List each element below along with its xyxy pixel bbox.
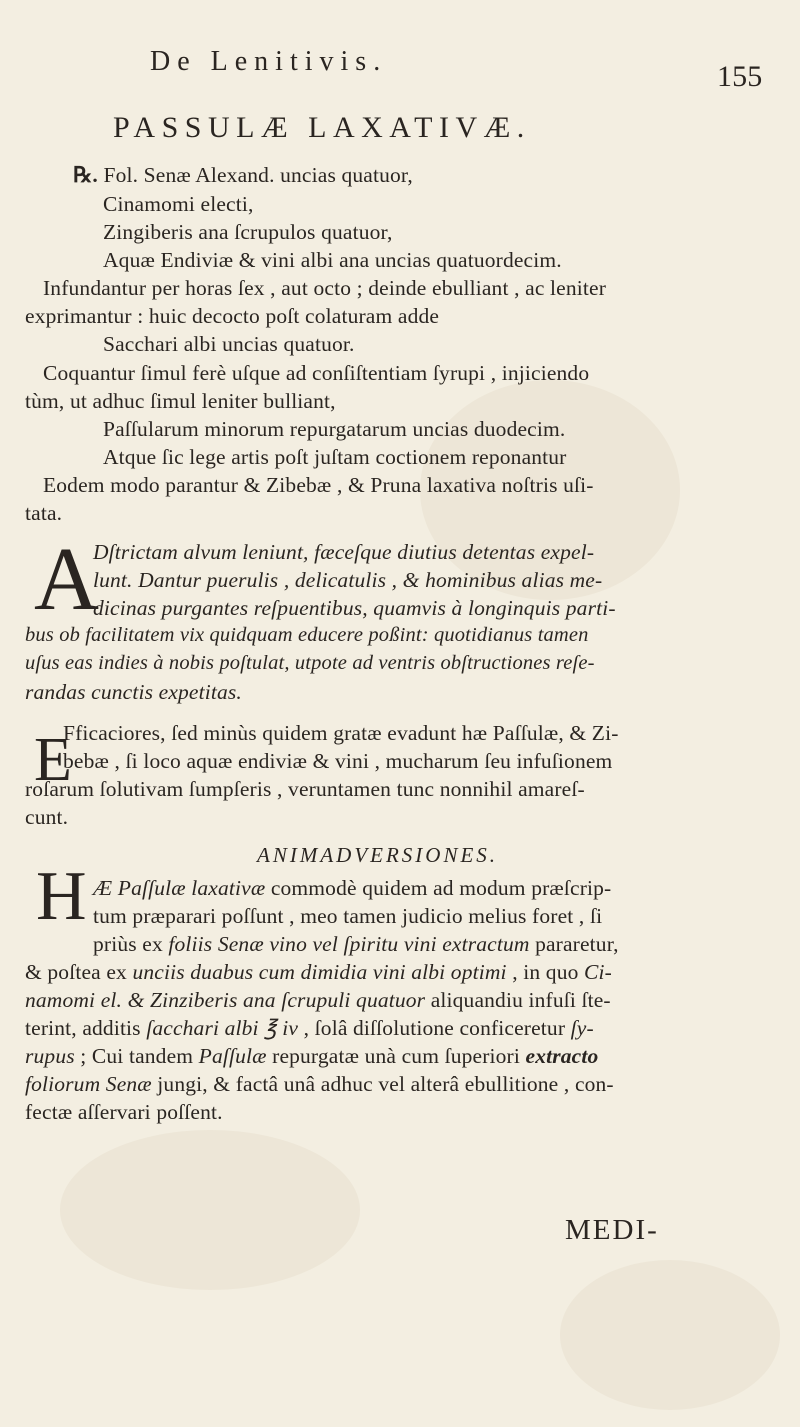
roman-span: pararetur, <box>529 932 619 956</box>
recipe-line: tata. <box>25 501 63 525</box>
text-line: bebæ , ſi loco aquæ endiviæ & vini , mucharum ſeu infuſionem <box>63 749 613 773</box>
roman-span: repurgatæ unà cum ſuperiori <box>266 1044 526 1068</box>
italic-line: randas cunctis expetitas. <box>25 680 242 704</box>
italic-line: Dſtrictam alvum leniunt, fæceſque diutius detentas expel- <box>93 540 595 564</box>
text-line: Fficaciores, ſed minùs quidem gratæ evadunt hæ Paſſulæ, & Zi- <box>63 721 619 745</box>
recipe-line: Sacchari albi uncias quatuor. <box>103 332 355 356</box>
running-header: De Lenitivis. <box>150 46 388 77</box>
text-line: tum præparari poſſunt , meo tamen judicio melius foret , ſi <box>93 904 603 928</box>
italic-span: namomi el. & Zinziberis ana ſcrupuli quatuor <box>25 988 426 1012</box>
recipe-line: exprimantur : huic decocto poſt colaturam adde <box>25 304 440 328</box>
italic-line: bus ob facilitatem vix quidquam educere poßint: quotidianus tamen <box>25 624 589 646</box>
text-line <box>25 988 611 1013</box>
text-line: fectæ aſſervari poſſent. <box>25 1100 223 1124</box>
italic-span: rupus <box>25 1044 75 1068</box>
italic-line: dicinas purgantes reſpuentibus, quamvis à longinquis parti- <box>93 596 616 620</box>
text-line <box>93 932 619 957</box>
italic-span: ſacchari albi ℥ iv <box>146 1016 299 1040</box>
roman-span: , ſolâ diſſolutione conficeretur <box>298 1016 571 1040</box>
roman-span: , in quo <box>506 960 585 984</box>
italic-span: Ci- <box>584 960 612 984</box>
recipe-line: Paſſularum minorum repurgatarum uncias duodecim. <box>103 417 566 441</box>
animadversiones-heading: ANIMADVERSIONES. <box>257 843 499 867</box>
recipe-line: Zingiberis ana ſcrupulos quatuor, <box>103 220 393 244</box>
text-line <box>25 1016 594 1041</box>
italic-span: extracto <box>525 1044 599 1068</box>
italic-line: uſus eas indies à nobis poſtulat, utpote ad ventris obſtructiones reſe- <box>25 652 595 674</box>
recipe-text: Fol. Senæ Alexand. uncias quatuor, <box>103 163 413 187</box>
page-number: 155 <box>717 60 763 93</box>
recipe-line: Coquantur ſimul ferè uſque ad conſiſtentiam ſyrupi , injiciendo <box>43 361 590 385</box>
roman-span: priùs ex <box>93 932 169 956</box>
recipe-line: Cinamomi electi, <box>103 192 254 216</box>
italic-line: lunt. Dantur puerulis , delicatulis , & hominibus alias me- <box>93 568 603 592</box>
roman-span: terint, additis <box>25 1016 147 1040</box>
paper-stain <box>60 1130 360 1290</box>
recipe-symbol: ℞. <box>73 163 104 187</box>
italic-span: unciis duabus cum dimidia vini albi optimi <box>132 960 507 984</box>
drop-cap-h: H <box>36 858 87 935</box>
paper-stain <box>560 1260 780 1410</box>
drop-cap-a: A <box>34 530 99 629</box>
italic-span: Paſſulæ <box>198 1044 267 1068</box>
roman-span: jungi, & factâ unâ adhuc vel alterâ ebullitione , con- <box>151 1072 614 1096</box>
text-line: roſarum ſolutivam ſumpſeris , veruntamen tunc nonnihil amareſ- <box>25 777 585 801</box>
text-line: cunt. <box>25 805 69 829</box>
italic-span: ſy- <box>570 1016 594 1040</box>
italic-span: foliis Senæ vino vel ſpiritu vini extractum <box>168 932 530 956</box>
drop-cap-e: E <box>34 726 72 794</box>
roman-span: aliquandiu infuſi ſte- <box>425 988 611 1012</box>
recipe-line: Infundantur per horas ſex , aut octo ; deinde ebulliant , ac leniter <box>43 276 607 300</box>
recipe-line <box>73 163 413 188</box>
recipe-line: Atque ſic lege artis poſt juſtam coctionem reponantur <box>103 445 567 469</box>
text-line <box>25 1072 614 1097</box>
recipe-line: Eodem modo parantur & Zibebæ , & Pruna laxativa noſtris uſi- <box>43 473 594 497</box>
italic-span: foliorum Senæ <box>25 1072 152 1096</box>
roman-span: commodè quidem ad modum præſcrip- <box>265 876 612 900</box>
recipe-line: Aquæ Endiviæ & vini albi ana uncias quatuordecim. <box>103 248 562 272</box>
italic-span: Æ Paſſulæ laxativæ <box>93 876 266 900</box>
catchword: MEDI- <box>565 1214 659 1246</box>
text-line <box>25 960 612 985</box>
roman-span: ; Cui tandem <box>74 1044 199 1068</box>
section-title: PASSULÆ LAXATIVÆ. <box>113 111 531 144</box>
text-line <box>93 876 611 901</box>
text-line <box>25 1044 598 1069</box>
roman-span: & poſtea ex <box>25 960 133 984</box>
recipe-line: tùm, ut adhuc ſimul leniter bulliant, <box>25 389 336 413</box>
